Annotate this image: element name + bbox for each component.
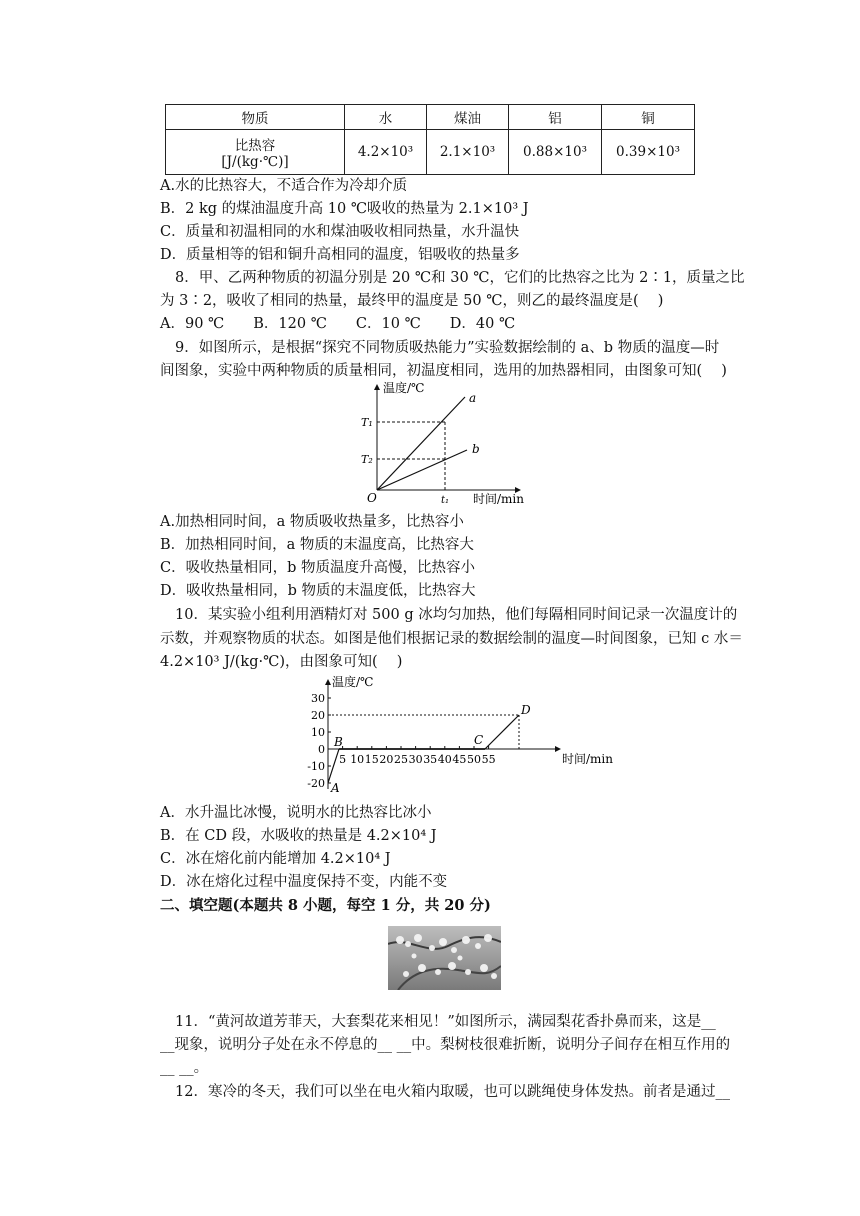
table-header-cell: 物质	[166, 105, 345, 130]
x-axis-label: 时间/min	[562, 752, 613, 766]
q10-option-a: A．水升温比冰慢，说明水的比热容比冰小	[160, 805, 432, 821]
point-c-label: C	[474, 733, 484, 747]
table-row	[166, 130, 695, 175]
row-label-unit: [J/(kg·℃)]	[221, 154, 289, 170]
q9-temperature-time-graph	[355, 380, 545, 510]
specific-heat-table	[165, 104, 695, 175]
x-tick-label: 45	[452, 753, 467, 766]
q7-option-c: C．质量和初温相同的水和煤油吸收相同热量，水升温快	[160, 224, 520, 240]
q10-temperature-time-graph	[298, 674, 618, 794]
table-row-label	[166, 130, 345, 175]
y-tick-label: 20	[311, 709, 325, 722]
T2-label: T₂	[361, 453, 373, 466]
y-axis-label: 温度/℃	[383, 381, 425, 395]
x-tick-labels	[339, 753, 496, 766]
point-b-label: B	[334, 735, 343, 749]
q9-option-c: C．吸收热量相同，b 物质温度升高慢，比热容小	[160, 560, 475, 576]
row-label-line: 比热容	[234, 138, 276, 154]
q10-line-1: 10．某实验小组利用酒精灯对 500 g 冰均匀加热，他们每隔相同时间记录一次温度计的	[175, 607, 738, 623]
q12-line-1: 12．寒冷的冬天，我们可以坐在电火箱内取暖，也可以跳绳使身体发热。前者是通过__	[175, 1084, 730, 1100]
q8-options: A．90 ℃ B．120 ℃ C．10 ℃ D．40 ℃	[160, 316, 516, 332]
point-a-label: A	[331, 781, 340, 794]
table-header-cell: 铝	[509, 105, 602, 130]
q9-line-2: 间图象，实验中两种物质的质量相同，初温度相同，选用的加热器相同，由图象可知( )	[160, 363, 727, 379]
q8-line-2: 为 3∶2，吸收了相同的热量，最终甲的温度是 50 ℃，则乙的最终温度是( )	[160, 293, 664, 309]
x-tick-label: 40	[437, 753, 452, 766]
y-tick-label: -20	[307, 777, 325, 790]
q9-option-a: A.加热相同时间，a 物质吸收热量多，比热容小	[160, 514, 464, 530]
x-tick-label: 50	[467, 753, 481, 766]
x-tick-label: 20	[379, 753, 394, 766]
q9-option-d: D．吸收热量相同，b 物质的末温度低，比热容大	[160, 583, 476, 599]
y-tick-label: 30	[311, 692, 325, 705]
q7-option-b: B．2 kg 的煤油温度升高 10 ℃吸收的热量为 2.1×10³ J	[160, 201, 529, 217]
table-header-cell: 铜	[602, 105, 695, 130]
y-axis-label: 温度/℃	[332, 675, 374, 689]
pear-blossom-photo	[388, 926, 501, 990]
table-header-cell: 煤油	[427, 105, 509, 130]
table-cell: 2.1×10³	[427, 130, 509, 175]
point-d-label: D	[521, 703, 531, 717]
q11-line-2: __现象，说明分子处在永不停息的__ __中。梨树枝很难折断，说明分子间存在相互作用的	[160, 1037, 731, 1053]
y-tick-label: -10	[307, 760, 325, 773]
x-tick-label: 30	[408, 753, 423, 766]
table-header-cell: 水	[345, 105, 427, 130]
line-b-label: b	[472, 442, 480, 456]
t1-label: t₁	[441, 495, 450, 506]
x-tick-label: 25	[394, 753, 408, 766]
x-tick-label: 35	[423, 753, 438, 766]
line-b	[377, 450, 467, 490]
table-cell: 4.2×10³	[345, 130, 427, 175]
x-tick-label: 5	[339, 753, 347, 766]
q11-line-3: __ __。	[160, 1060, 209, 1076]
y-tick-labels	[307, 692, 325, 790]
origin-label: O	[367, 491, 377, 505]
line-a-label: a	[469, 391, 477, 405]
q11-line-1: 11．“黄河故道芳菲天，大套梨花来相见！”如图所示，满园梨花香扑鼻而来，这是__	[175, 1014, 716, 1030]
x-tick-label: 10	[350, 753, 365, 766]
y-tick-label: 0	[318, 743, 325, 756]
q9-line-1: 9．如图所示，是根据“探究不同物质吸热能力”实验数据绘制的 a、b 物质的温度—时	[175, 340, 720, 356]
y-tick-label: 10	[311, 726, 325, 739]
section-2-heading: 二、填空题(本题共 8 小题，每空 1 分，共 20 分)	[160, 897, 491, 914]
q10-line-3: 4.2×10³ J/(kg·℃)，由图象可知( )	[160, 654, 403, 670]
line-a	[377, 397, 465, 490]
segment-cd	[485, 715, 519, 749]
table-header-row	[166, 105, 695, 130]
q10-option-b: B．在 CD 段，水吸收的热量是 4.2×10⁴ J	[160, 828, 437, 844]
table-cell: 0.39×10³	[602, 130, 695, 175]
tick-marks	[328, 698, 489, 783]
T1-label: T₁	[361, 416, 373, 429]
x-tick-label: 15	[364, 753, 379, 766]
q8-line-1: 8．甲、乙两种物质的初温分别是 20 ℃和 30 ℃，它们的比热容之比为 2∶1，质量之比	[175, 270, 745, 286]
q10-option-c: C．冰在熔化前内能增加 4.2×10⁴ J	[160, 851, 391, 867]
q10-option-d: D．冰在熔化过程中温度保持不变，内能不变	[160, 874, 448, 890]
x-tick-label: 55	[481, 753, 496, 766]
x-axis-label: 时间/min	[473, 492, 524, 506]
q9-option-b: B．加热相同时间，a 物质的末温度高，比热容大	[160, 537, 474, 553]
q7-option-a: A.水的比热容大，不适合作为冷却介质	[160, 178, 408, 194]
q10-line-2: 示数，并观察物质的状态。如图是他们根据记录的数据绘制的温度—时间图象，已知 c 水＝	[160, 631, 743, 647]
table-cell: 0.88×10³	[509, 130, 602, 175]
q7-option-d: D．质量相等的铝和铜升高相同的温度，铝吸收的热量多	[160, 247, 520, 263]
